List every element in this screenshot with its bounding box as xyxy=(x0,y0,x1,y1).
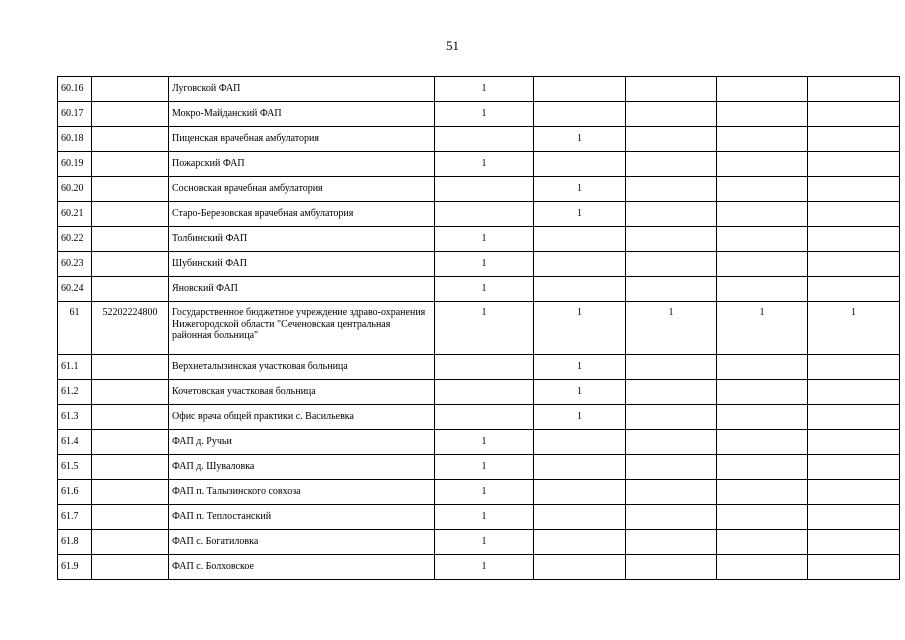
value-cell-3 xyxy=(626,430,717,455)
row-number-cell: 61.9 xyxy=(58,555,92,580)
facility-name-cell: ФАП д. Ручьи xyxy=(169,430,435,455)
code-cell xyxy=(92,227,169,252)
value-cell-3 xyxy=(626,252,717,277)
code-cell: 52202224800 xyxy=(92,302,169,355)
value-cell-2 xyxy=(534,227,626,252)
value-cell-3 xyxy=(626,102,717,127)
value-cell-3 xyxy=(626,530,717,555)
row-number-cell: 61.7 xyxy=(58,505,92,530)
table-row xyxy=(58,355,900,380)
value-cell-4 xyxy=(717,77,808,102)
value-cell-5 xyxy=(808,177,900,202)
value-cell-5 xyxy=(808,227,900,252)
table-row xyxy=(58,252,900,277)
value-cell-2: 1 xyxy=(534,177,626,202)
facility-name-cell: Пожарский ФАП xyxy=(169,152,435,177)
code-cell xyxy=(92,530,169,555)
value-cell-5 xyxy=(808,252,900,277)
value-cell-3 xyxy=(626,555,717,580)
value-cell-4 xyxy=(717,152,808,177)
row-number-cell: 60.19 xyxy=(58,152,92,177)
value-cell-4 xyxy=(717,355,808,380)
table-row xyxy=(58,480,900,505)
code-cell xyxy=(92,405,169,430)
facility-name-cell: Яновский ФАП xyxy=(169,277,435,302)
value-cell-4 xyxy=(717,530,808,555)
value-cell-5 xyxy=(808,480,900,505)
table-row xyxy=(58,405,900,430)
value-cell-2 xyxy=(534,152,626,177)
value-cell-5 xyxy=(808,202,900,227)
facility-name-cell: ФАП с. Богатиловка xyxy=(169,530,435,555)
value-cell-4 xyxy=(717,177,808,202)
value-cell-5: 1 xyxy=(808,302,900,355)
row-number-cell: 61.4 xyxy=(58,430,92,455)
value-cell-4 xyxy=(717,380,808,405)
value-cell-5 xyxy=(808,277,900,302)
value-cell-3 xyxy=(626,152,717,177)
value-cell-1: 1 xyxy=(435,480,534,505)
row-number-cell: 60.16 xyxy=(58,77,92,102)
value-cell-1: 1 xyxy=(435,77,534,102)
value-cell-3 xyxy=(626,355,717,380)
value-cell-5 xyxy=(808,505,900,530)
value-cell-1: 1 xyxy=(435,102,534,127)
code-cell xyxy=(92,355,169,380)
value-cell-3 xyxy=(626,405,717,430)
code-cell xyxy=(92,430,169,455)
value-cell-3 xyxy=(626,77,717,102)
value-cell-1: 1 xyxy=(435,277,534,302)
value-cell-2: 1 xyxy=(534,380,626,405)
table-row xyxy=(58,530,900,555)
value-cell-2: 1 xyxy=(534,355,626,380)
value-cell-2 xyxy=(534,277,626,302)
value-cell-5 xyxy=(808,555,900,580)
value-cell-5 xyxy=(808,102,900,127)
value-cell-1: 1 xyxy=(435,555,534,580)
value-cell-1 xyxy=(435,202,534,227)
table-body xyxy=(58,77,900,580)
code-cell xyxy=(92,480,169,505)
value-cell-4 xyxy=(717,455,808,480)
value-cell-2 xyxy=(534,252,626,277)
value-cell-1: 1 xyxy=(435,505,534,530)
value-cell-5 xyxy=(808,405,900,430)
facility-name-cell: ФАП д. Шуваловка xyxy=(169,455,435,480)
code-cell xyxy=(92,277,169,302)
row-number-cell: 61.1 xyxy=(58,355,92,380)
row-number-cell: 61 xyxy=(58,302,92,355)
code-cell xyxy=(92,152,169,177)
value-cell-5 xyxy=(808,380,900,405)
table-row xyxy=(58,127,900,152)
value-cell-5 xyxy=(808,355,900,380)
facility-name-cell: Сосновская врачебная амбулатория xyxy=(169,177,435,202)
table-row xyxy=(58,277,900,302)
code-cell xyxy=(92,202,169,227)
value-cell-1: 1 xyxy=(435,302,534,355)
table-row xyxy=(58,302,900,355)
row-number-cell: 60.23 xyxy=(58,252,92,277)
code-cell xyxy=(92,102,169,127)
value-cell-4 xyxy=(717,555,808,580)
value-cell-1: 1 xyxy=(435,152,534,177)
row-number-cell: 60.17 xyxy=(58,102,92,127)
table-row xyxy=(58,227,900,252)
facility-name-cell: Офис врача общей практики с. Васильевка xyxy=(169,405,435,430)
value-cell-2 xyxy=(534,480,626,505)
value-cell-2: 1 xyxy=(534,302,626,355)
value-cell-1 xyxy=(435,405,534,430)
value-cell-4 xyxy=(717,505,808,530)
value-cell-4 xyxy=(717,480,808,505)
value-cell-3: 1 xyxy=(626,302,717,355)
value-cell-5 xyxy=(808,455,900,480)
value-cell-5 xyxy=(808,530,900,555)
code-cell xyxy=(92,252,169,277)
facility-name-cell: Мокро-Майданский ФАП xyxy=(169,102,435,127)
code-cell xyxy=(92,177,169,202)
value-cell-3 xyxy=(626,380,717,405)
value-cell-2 xyxy=(534,555,626,580)
row-number-cell: 60.22 xyxy=(58,227,92,252)
row-number-cell: 60.20 xyxy=(58,177,92,202)
facility-name-cell: Кочетовская участковая больница xyxy=(169,380,435,405)
row-number-cell: 60.24 xyxy=(58,277,92,302)
value-cell-4 xyxy=(717,127,808,152)
table-row xyxy=(58,152,900,177)
value-cell-4 xyxy=(717,430,808,455)
value-cell-2 xyxy=(534,102,626,127)
value-cell-3 xyxy=(626,127,717,152)
row-number-cell: 61.8 xyxy=(58,530,92,555)
value-cell-3 xyxy=(626,202,717,227)
value-cell-1 xyxy=(435,380,534,405)
value-cell-2: 1 xyxy=(534,127,626,152)
code-cell xyxy=(92,555,169,580)
facility-name-cell: Шубинский ФАП xyxy=(169,252,435,277)
value-cell-1 xyxy=(435,127,534,152)
table-row xyxy=(58,77,900,102)
value-cell-3 xyxy=(626,455,717,480)
value-cell-2 xyxy=(534,430,626,455)
row-number-cell: 60.18 xyxy=(58,127,92,152)
value-cell-5 xyxy=(808,77,900,102)
value-cell-2 xyxy=(534,530,626,555)
value-cell-1 xyxy=(435,355,534,380)
facility-name-cell: Луговской ФАП xyxy=(169,77,435,102)
page-number: 51 xyxy=(446,38,459,53)
value-cell-4 xyxy=(717,277,808,302)
value-cell-4: 1 xyxy=(717,302,808,355)
table-row xyxy=(58,380,900,405)
table-row xyxy=(58,102,900,127)
value-cell-1: 1 xyxy=(435,430,534,455)
value-cell-3 xyxy=(626,177,717,202)
value-cell-5 xyxy=(808,127,900,152)
value-cell-1: 1 xyxy=(435,227,534,252)
value-cell-1: 1 xyxy=(435,530,534,555)
row-number-cell: 61.3 xyxy=(58,405,92,430)
row-number-cell: 61.2 xyxy=(58,380,92,405)
facility-name-cell: ФАП с. Болховское xyxy=(169,555,435,580)
value-cell-1 xyxy=(435,177,534,202)
table-row xyxy=(58,505,900,530)
value-cell-3 xyxy=(626,227,717,252)
code-cell xyxy=(92,380,169,405)
value-cell-2: 1 xyxy=(534,405,626,430)
value-cell-3 xyxy=(626,277,717,302)
facility-name-cell: Старо-Березовская врачебная амбулатория xyxy=(169,202,435,227)
value-cell-2: 1 xyxy=(534,202,626,227)
row-number-cell: 61.5 xyxy=(58,455,92,480)
value-cell-1: 1 xyxy=(435,455,534,480)
value-cell-2 xyxy=(534,455,626,480)
value-cell-5 xyxy=(808,152,900,177)
table-row xyxy=(58,430,900,455)
code-cell xyxy=(92,455,169,480)
row-number-cell: 60.21 xyxy=(58,202,92,227)
facility-name-cell: Государственное бюджетное учреждение здраво-охранения Нижегородской области "Сеченовская центральная районная больница" xyxy=(169,302,435,355)
value-cell-3 xyxy=(626,505,717,530)
code-cell xyxy=(92,505,169,530)
facility-name-cell: ФАП п. Теплостанский xyxy=(169,505,435,530)
facility-name-cell: Верхнеталызинская участковая больница xyxy=(169,355,435,380)
value-cell-4 xyxy=(717,202,808,227)
code-cell xyxy=(92,127,169,152)
facility-name-cell: ФАП п. Талызинского совхоза xyxy=(169,480,435,505)
table-row xyxy=(58,455,900,480)
value-cell-3 xyxy=(626,480,717,505)
value-cell-2 xyxy=(534,505,626,530)
row-number-cell: 61.6 xyxy=(58,480,92,505)
table-row xyxy=(58,177,900,202)
table-row xyxy=(58,555,900,580)
value-cell-4 xyxy=(717,252,808,277)
value-cell-4 xyxy=(717,405,808,430)
value-cell-1: 1 xyxy=(435,252,534,277)
facility-name-cell: Толбинский ФАП xyxy=(169,227,435,252)
facilities-table xyxy=(57,76,900,580)
value-cell-2 xyxy=(534,77,626,102)
facility-name-cell: Пиценская врачебная амбулатория xyxy=(169,127,435,152)
value-cell-4 xyxy=(717,227,808,252)
value-cell-4 xyxy=(717,102,808,127)
table-row xyxy=(58,202,900,227)
value-cell-5 xyxy=(808,430,900,455)
code-cell xyxy=(92,77,169,102)
